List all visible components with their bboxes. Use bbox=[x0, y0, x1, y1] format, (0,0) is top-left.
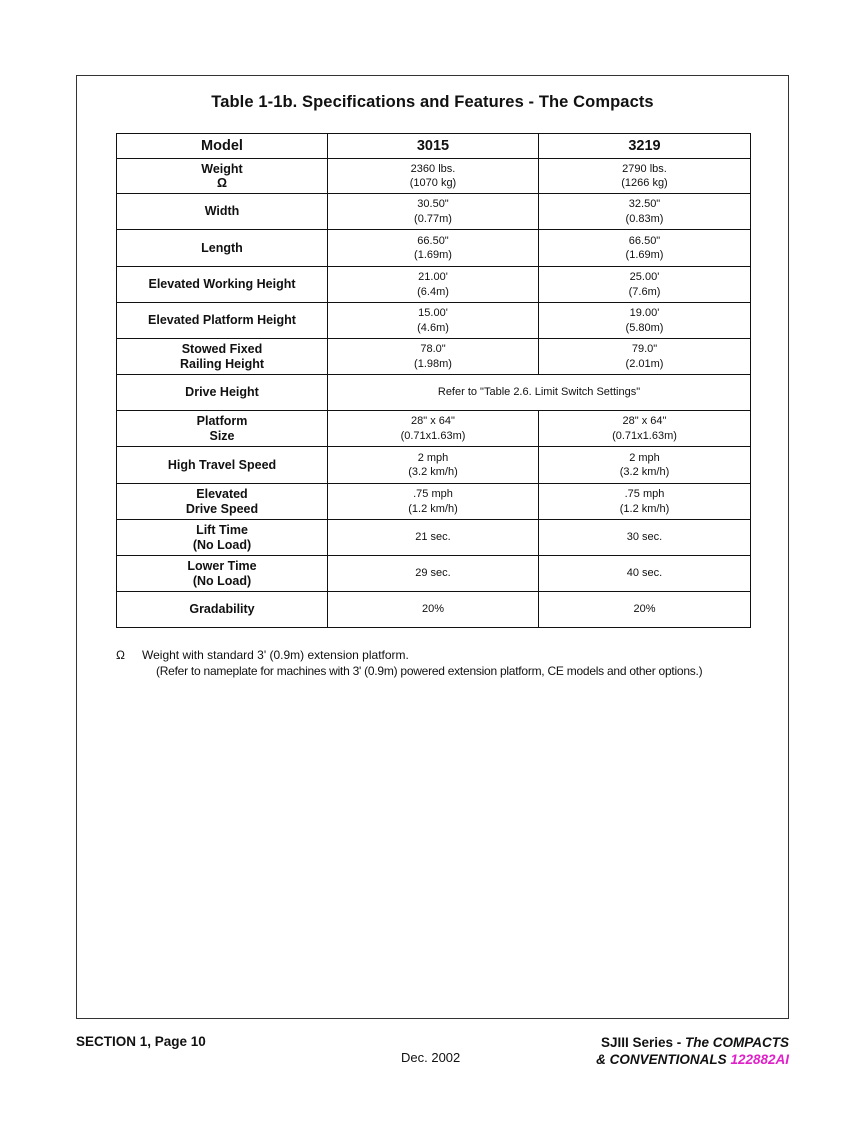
table-row bbox=[117, 339, 751, 375]
cell-3219 bbox=[539, 520, 751, 556]
row-label bbox=[117, 520, 328, 556]
header-3219: 3219 bbox=[539, 134, 751, 159]
table-row bbox=[117, 520, 751, 556]
cell-3015-line: (1.98m) bbox=[414, 357, 452, 370]
cell-3015-line: 21 sec. bbox=[415, 531, 451, 544]
cell-3219 bbox=[539, 194, 751, 230]
footnote-line-2: (Refer to nameplate for machines with 3' (0.9m) powered extension platform, CE models and other options.) bbox=[156, 663, 703, 678]
cell-3219-line: (0.83m) bbox=[625, 212, 664, 225]
row-label-line: Gradability bbox=[189, 602, 255, 617]
cell-3219-line: (5.80m) bbox=[625, 321, 664, 334]
cell-3219 bbox=[539, 484, 751, 520]
cell-3015-line: (4.6m) bbox=[417, 321, 449, 334]
cell-3015 bbox=[328, 194, 539, 230]
cell-3015 bbox=[328, 230, 539, 267]
cell-3219-line: (0.71x1.63m) bbox=[612, 429, 677, 442]
footer-series-conventionals: & CONVENTIONALS bbox=[596, 1052, 731, 1067]
row-label-line: Ω bbox=[216, 176, 228, 190]
cell-3219-line: 2790 lbs. bbox=[622, 162, 667, 175]
header-model: Model bbox=[117, 134, 328, 159]
cell-3015 bbox=[328, 556, 539, 592]
cell-3015 bbox=[328, 484, 539, 520]
cell-3219 bbox=[539, 303, 751, 339]
cell-3015 bbox=[328, 303, 539, 339]
row-label-line: (No Load) bbox=[192, 573, 252, 588]
cell-3219-line: 25.00' bbox=[629, 271, 660, 283]
cell-3015-line: (6.4m) bbox=[417, 285, 449, 298]
row-label bbox=[117, 339, 328, 375]
cell-3219-line: .75 mph bbox=[624, 488, 665, 500]
cell-3015-line: (0.77m) bbox=[414, 212, 452, 225]
cell-3219-line: 79.0" bbox=[631, 343, 658, 355]
cell-3219 bbox=[539, 267, 751, 303]
cell-3219-line: 40 sec. bbox=[626, 567, 663, 580]
cell-3015-line: 66.50" bbox=[417, 234, 449, 247]
row-label-line: Stowed Fixed bbox=[181, 342, 263, 356]
cell-3219-line: (7.6m) bbox=[628, 285, 661, 298]
cell-3219 bbox=[539, 230, 751, 267]
part-number: 122882AI bbox=[730, 1052, 789, 1067]
cell-3015-line: 78.0" bbox=[420, 343, 446, 355]
row-label-line: Lift Time bbox=[196, 523, 248, 537]
footer-series-compacts: The COMPACTS bbox=[685, 1035, 789, 1050]
cell-3219-line: 28" x 64" bbox=[622, 415, 667, 427]
cell-3219-line: 20% bbox=[633, 603, 656, 616]
cell-3015 bbox=[328, 592, 539, 628]
cell-3015 bbox=[328, 447, 539, 484]
cell-3015-line: 21.00' bbox=[418, 271, 448, 283]
row-label-line: Elevated bbox=[196, 487, 248, 501]
merged-cell: Refer to "Table 2.6. Limit Switch Settings" bbox=[328, 375, 751, 411]
cell-3219 bbox=[539, 411, 751, 447]
cell-3015-line: (1.2 km/h) bbox=[408, 502, 458, 515]
cell-3015-line: (3.2 km/h) bbox=[408, 466, 458, 478]
cell-3219-line: 66.50" bbox=[628, 234, 661, 247]
cell-3015 bbox=[328, 267, 539, 303]
row-label-line: Size bbox=[209, 428, 235, 443]
row-label bbox=[117, 159, 328, 194]
row-label-line: Length bbox=[201, 240, 243, 255]
row-label bbox=[117, 267, 328, 303]
row-label bbox=[117, 194, 328, 230]
cell-3015-line: 28" x 64" bbox=[411, 415, 455, 427]
row-label bbox=[117, 375, 328, 411]
row-label-line: Elevated Working Height bbox=[148, 277, 296, 292]
cell-3219-line: (2.01m) bbox=[625, 357, 664, 370]
cell-3219 bbox=[539, 556, 751, 592]
cell-3219-line: 2 mph bbox=[629, 451, 660, 464]
footer-series bbox=[596, 1034, 789, 1068]
footer-date: Dec. 2002 bbox=[401, 1050, 461, 1065]
table-header-row bbox=[117, 134, 751, 159]
document-frame bbox=[76, 75, 789, 1019]
cell-3015 bbox=[328, 411, 539, 447]
cell-3015 bbox=[328, 159, 539, 194]
row-label-line: Drive Speed bbox=[185, 501, 259, 516]
table-row bbox=[117, 447, 751, 484]
footer-section-page: SECTION 1, Page 10 bbox=[76, 1034, 206, 1049]
row-label-line: Width bbox=[204, 204, 240, 219]
footnote-line-1: Weight with standard 3' (0.9m) extension platform. bbox=[142, 648, 409, 662]
row-label-line: Railing Height bbox=[179, 356, 265, 371]
row-label bbox=[117, 592, 328, 628]
cell-3219-line: (3.2 km/h) bbox=[619, 466, 670, 478]
cell-3015-line: 30.50" bbox=[417, 198, 449, 210]
cell-3219-line: 19.00' bbox=[629, 307, 660, 319]
table-row bbox=[117, 230, 751, 267]
specifications-table bbox=[116, 133, 751, 628]
cell-3015-line: 2 mph bbox=[417, 451, 449, 464]
cell-3219-line: 30 sec. bbox=[626, 531, 663, 544]
table-row bbox=[117, 375, 751, 411]
cell-3219-line: (1.2 km/h) bbox=[619, 502, 670, 515]
cell-3015-line: .75 mph bbox=[413, 488, 453, 500]
cell-3015 bbox=[328, 520, 539, 556]
omega-symbol: Ω bbox=[116, 648, 125, 662]
cell-3219 bbox=[539, 339, 751, 375]
row-label-line: Drive Height bbox=[185, 385, 259, 400]
row-label bbox=[117, 303, 328, 339]
cell-3219 bbox=[539, 159, 751, 194]
cell-3015-line: 15.00' bbox=[418, 307, 448, 319]
table-title: Table 1-1b. Specifications and Features - The Compacts bbox=[211, 93, 654, 111]
table-row bbox=[117, 411, 751, 447]
cell-3015-line: (1070 kg) bbox=[409, 177, 457, 189]
table-row bbox=[117, 267, 751, 303]
cell-3015-line: 29 sec. bbox=[415, 567, 451, 580]
cell-3015-line: 20% bbox=[421, 603, 445, 616]
cell-3219-line: 32.50" bbox=[628, 198, 661, 210]
cell-3015-line: 2360 lbs. bbox=[410, 162, 456, 175]
cell-3015-line: (0.71x1.63m) bbox=[400, 429, 466, 442]
row-label-line: Lower Time bbox=[187, 559, 257, 573]
row-label bbox=[117, 447, 328, 484]
row-label bbox=[117, 556, 328, 592]
cell-3015 bbox=[328, 339, 539, 375]
header-3015: 3015 bbox=[328, 134, 539, 159]
table-row bbox=[117, 592, 751, 628]
table-row bbox=[117, 556, 751, 592]
footer-series-name: SJIII Series - bbox=[600, 1035, 685, 1050]
table-row bbox=[117, 159, 751, 194]
cell-3015-line: (1.69m) bbox=[414, 249, 452, 261]
row-label-line: Weight bbox=[201, 161, 243, 176]
row-label bbox=[117, 230, 328, 267]
footnote bbox=[116, 648, 702, 679]
cell-3219-line: (1.69m) bbox=[625, 249, 664, 261]
cell-3219 bbox=[539, 447, 751, 484]
cell-3219-line: (1266 kg) bbox=[621, 177, 668, 189]
row-label-line: Platform bbox=[196, 414, 248, 428]
row-label-line: Elevated Platform Height bbox=[148, 313, 296, 328]
table-row bbox=[117, 484, 751, 520]
table-row bbox=[117, 303, 751, 339]
row-label bbox=[117, 411, 328, 447]
row-label bbox=[117, 484, 328, 520]
table-row bbox=[117, 194, 751, 230]
row-label-line: (No Load) bbox=[192, 537, 252, 552]
row-label-line: High Travel Speed bbox=[167, 457, 277, 472]
cell-3219 bbox=[539, 592, 751, 628]
